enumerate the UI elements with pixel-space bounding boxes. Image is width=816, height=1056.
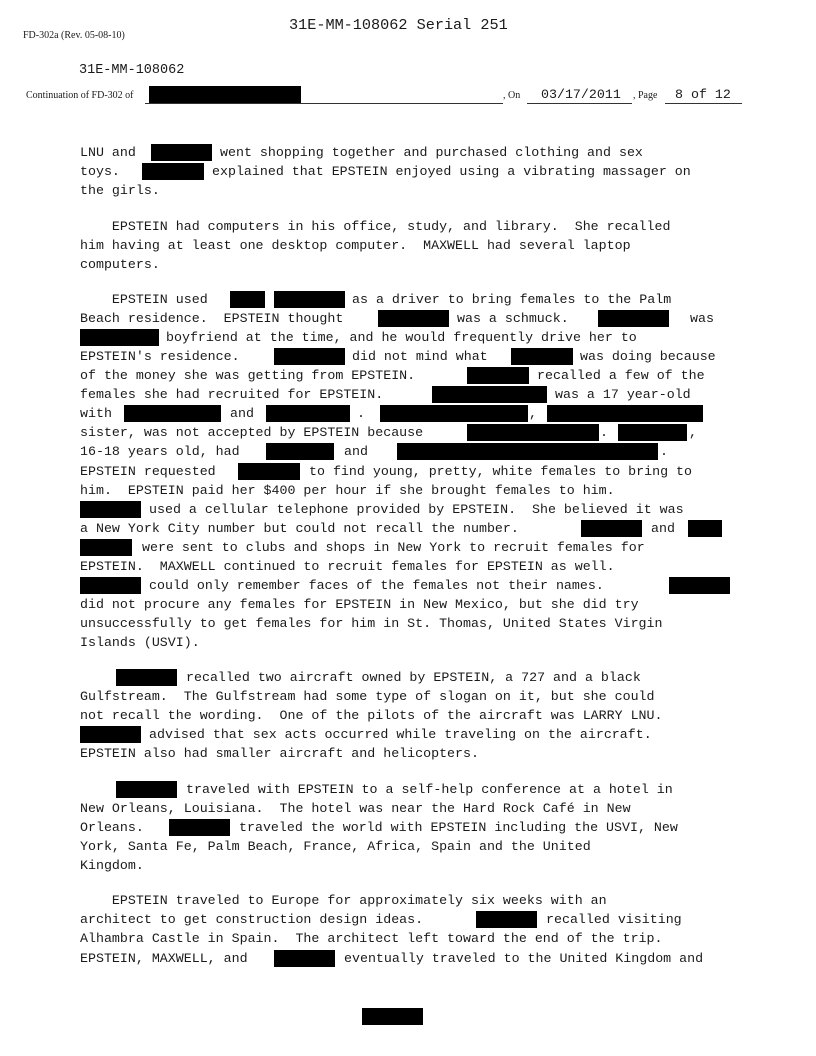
body-line: was a schmuck. bbox=[457, 311, 569, 326]
body-line: toys. bbox=[80, 164, 120, 179]
redaction bbox=[80, 577, 141, 594]
body-line: a New York City number but could not recall the number. bbox=[80, 521, 519, 536]
continuation-label: Continuation of FD-302 of bbox=[26, 90, 134, 101]
redaction bbox=[476, 911, 537, 928]
body-line: recalled visiting bbox=[546, 912, 682, 927]
redaction bbox=[432, 386, 547, 403]
body-line: EPSTEIN used bbox=[80, 292, 208, 307]
body-line: 16-18 years old, had bbox=[80, 444, 240, 459]
body-line: LNU and bbox=[80, 145, 136, 160]
body-line: with bbox=[80, 406, 112, 421]
form-id: FD-302a (Rev. 05-08-10) bbox=[23, 30, 125, 41]
redaction bbox=[80, 726, 141, 743]
body-line: . bbox=[357, 406, 365, 421]
body-line: EPSTEIN. MAXWELL continued to recruit females for EPSTEIN as well. bbox=[80, 559, 615, 574]
body-line: Gulfstream. The Gulfstream had some type of slogan on it, but she could bbox=[80, 689, 655, 704]
body-line: were sent to clubs and shops in New York to recruit females for bbox=[142, 540, 645, 555]
body-line: Kingdom. bbox=[80, 858, 144, 873]
page-label: , Page bbox=[633, 90, 658, 101]
redaction bbox=[669, 577, 730, 594]
body-line: , bbox=[529, 406, 537, 421]
body-line: Orleans. bbox=[80, 820, 144, 835]
body-line: traveled the world with EPSTEIN including the USVI, New bbox=[239, 820, 678, 835]
redaction bbox=[124, 405, 221, 422]
redaction bbox=[274, 348, 345, 365]
body-line: recalled a few of the bbox=[537, 368, 705, 383]
redaction bbox=[511, 348, 573, 365]
body-line: could only remember faces of the females not their names. bbox=[149, 578, 604, 593]
body-line: and bbox=[651, 521, 675, 536]
redaction bbox=[618, 424, 687, 441]
on-label: , On bbox=[503, 90, 521, 101]
body-line: not recall the wording. One of the pilots of the aircraft was LARRY LNU. bbox=[80, 708, 663, 723]
redaction bbox=[169, 819, 230, 836]
body-line: Islands (USVI). bbox=[80, 635, 200, 650]
body-line: went shopping together and purchased clothing and sex bbox=[220, 145, 643, 160]
redaction bbox=[230, 291, 265, 308]
redaction bbox=[274, 950, 335, 967]
redaction bbox=[266, 405, 350, 422]
body-line: Alhambra Castle in Spain. The architect left toward the end of the trip. bbox=[80, 931, 663, 946]
redaction-subject bbox=[149, 86, 301, 103]
redaction bbox=[397, 443, 658, 460]
body-line: recalled two aircraft owned by EPSTEIN, a 727 and a black bbox=[186, 670, 641, 685]
body-line: unsuccessfully to get females for him in St. Thomas, United States Virgin bbox=[80, 616, 663, 631]
body-line: him having at least one desktop computer. MAXWELL had several laptop bbox=[80, 238, 631, 253]
body-line: and bbox=[344, 444, 368, 459]
body-line: Beach residence. EPSTEIN thought bbox=[80, 311, 344, 326]
body-line: and bbox=[230, 406, 254, 421]
body-line: eventually traveled to the United Kingdom and bbox=[344, 951, 704, 966]
body-line: the girls. bbox=[80, 183, 160, 198]
body-line: was a 17 year-old bbox=[555, 387, 691, 402]
subject-underline bbox=[145, 103, 503, 104]
body-line: EPSTEIN also had smaller aircraft and helicopters. bbox=[80, 746, 479, 761]
redaction bbox=[378, 310, 449, 327]
redaction bbox=[80, 539, 132, 556]
redaction bbox=[116, 781, 177, 798]
page-number: 8 of 12 bbox=[675, 87, 731, 102]
redaction-footer bbox=[362, 1008, 423, 1025]
body-line: sister, was not accepted by EPSTEIN because bbox=[80, 425, 424, 440]
body-line: computers. bbox=[80, 257, 160, 272]
redaction bbox=[688, 520, 722, 537]
body-line: EPSTEIN's residence. bbox=[80, 349, 240, 364]
body-line: used a cellular telephone provided by EPSTEIN. She believed it was bbox=[149, 502, 684, 517]
body-line: did not procure any females for EPSTEIN in New Mexico, but she did try bbox=[80, 597, 639, 612]
redaction bbox=[80, 501, 141, 518]
redaction bbox=[274, 291, 345, 308]
redaction bbox=[467, 367, 529, 384]
body-line: architect to get construction design ideas. bbox=[80, 912, 424, 927]
body-line: of the money she was getting from EPSTEIN. bbox=[80, 368, 416, 383]
serial-header: 31E-MM-108062 Serial 251 bbox=[289, 16, 508, 34]
redaction bbox=[142, 163, 204, 180]
body-line: did not mind what bbox=[352, 349, 488, 364]
redaction bbox=[238, 463, 300, 480]
body-line: , bbox=[689, 425, 697, 440]
body-line: EPSTEIN traveled to Europe for approximately six weeks with an bbox=[80, 893, 607, 908]
body-line: females she had recruited for EPSTEIN. bbox=[80, 387, 384, 402]
redaction bbox=[116, 669, 177, 686]
report-date: 03/17/2011 bbox=[541, 87, 621, 102]
file-number: 31E-MM-108062 bbox=[79, 63, 185, 78]
body-line: was doing because bbox=[580, 349, 716, 364]
body-line: explained that EPSTEIN enjoyed using a vibrating massager on bbox=[212, 164, 691, 179]
redaction bbox=[467, 424, 599, 441]
body-line: EPSTEIN requested bbox=[80, 464, 216, 479]
date-underline bbox=[527, 103, 632, 104]
redaction bbox=[80, 329, 159, 346]
redaction bbox=[380, 405, 528, 422]
redaction bbox=[598, 310, 669, 327]
body-line: advised that sex acts occurred while traveling on the aircraft. bbox=[149, 727, 652, 742]
body-line: was bbox=[690, 311, 714, 326]
body-line: . bbox=[660, 444, 668, 459]
body-line: York, Santa Fe, Palm Beach, France, Africa, Spain and the United bbox=[80, 839, 591, 854]
body-line: New Orleans, Louisiana. The hotel was near the Hard Rock Café in New bbox=[80, 801, 631, 816]
body-line: him. EPSTEIN paid her $400 per hour if she brought females to him. bbox=[80, 483, 615, 498]
page-underline bbox=[665, 103, 742, 104]
redaction bbox=[581, 520, 642, 537]
redaction bbox=[547, 405, 703, 422]
body-line: . bbox=[600, 425, 608, 440]
body-line: traveled with EPSTEIN to a self-help conference at a hotel in bbox=[186, 782, 673, 797]
redaction bbox=[151, 144, 212, 161]
body-line: EPSTEIN had computers in his office, study, and library. She recalled bbox=[80, 219, 671, 234]
body-line: as a driver to bring females to the Palm bbox=[352, 292, 672, 307]
body-line: boyfriend at the time, and he would frequently drive her to bbox=[166, 330, 637, 345]
body-line: to find young, pretty, white females to bring to bbox=[309, 464, 693, 479]
body-line: EPSTEIN, MAXWELL, and bbox=[80, 951, 248, 966]
redaction bbox=[266, 443, 334, 460]
